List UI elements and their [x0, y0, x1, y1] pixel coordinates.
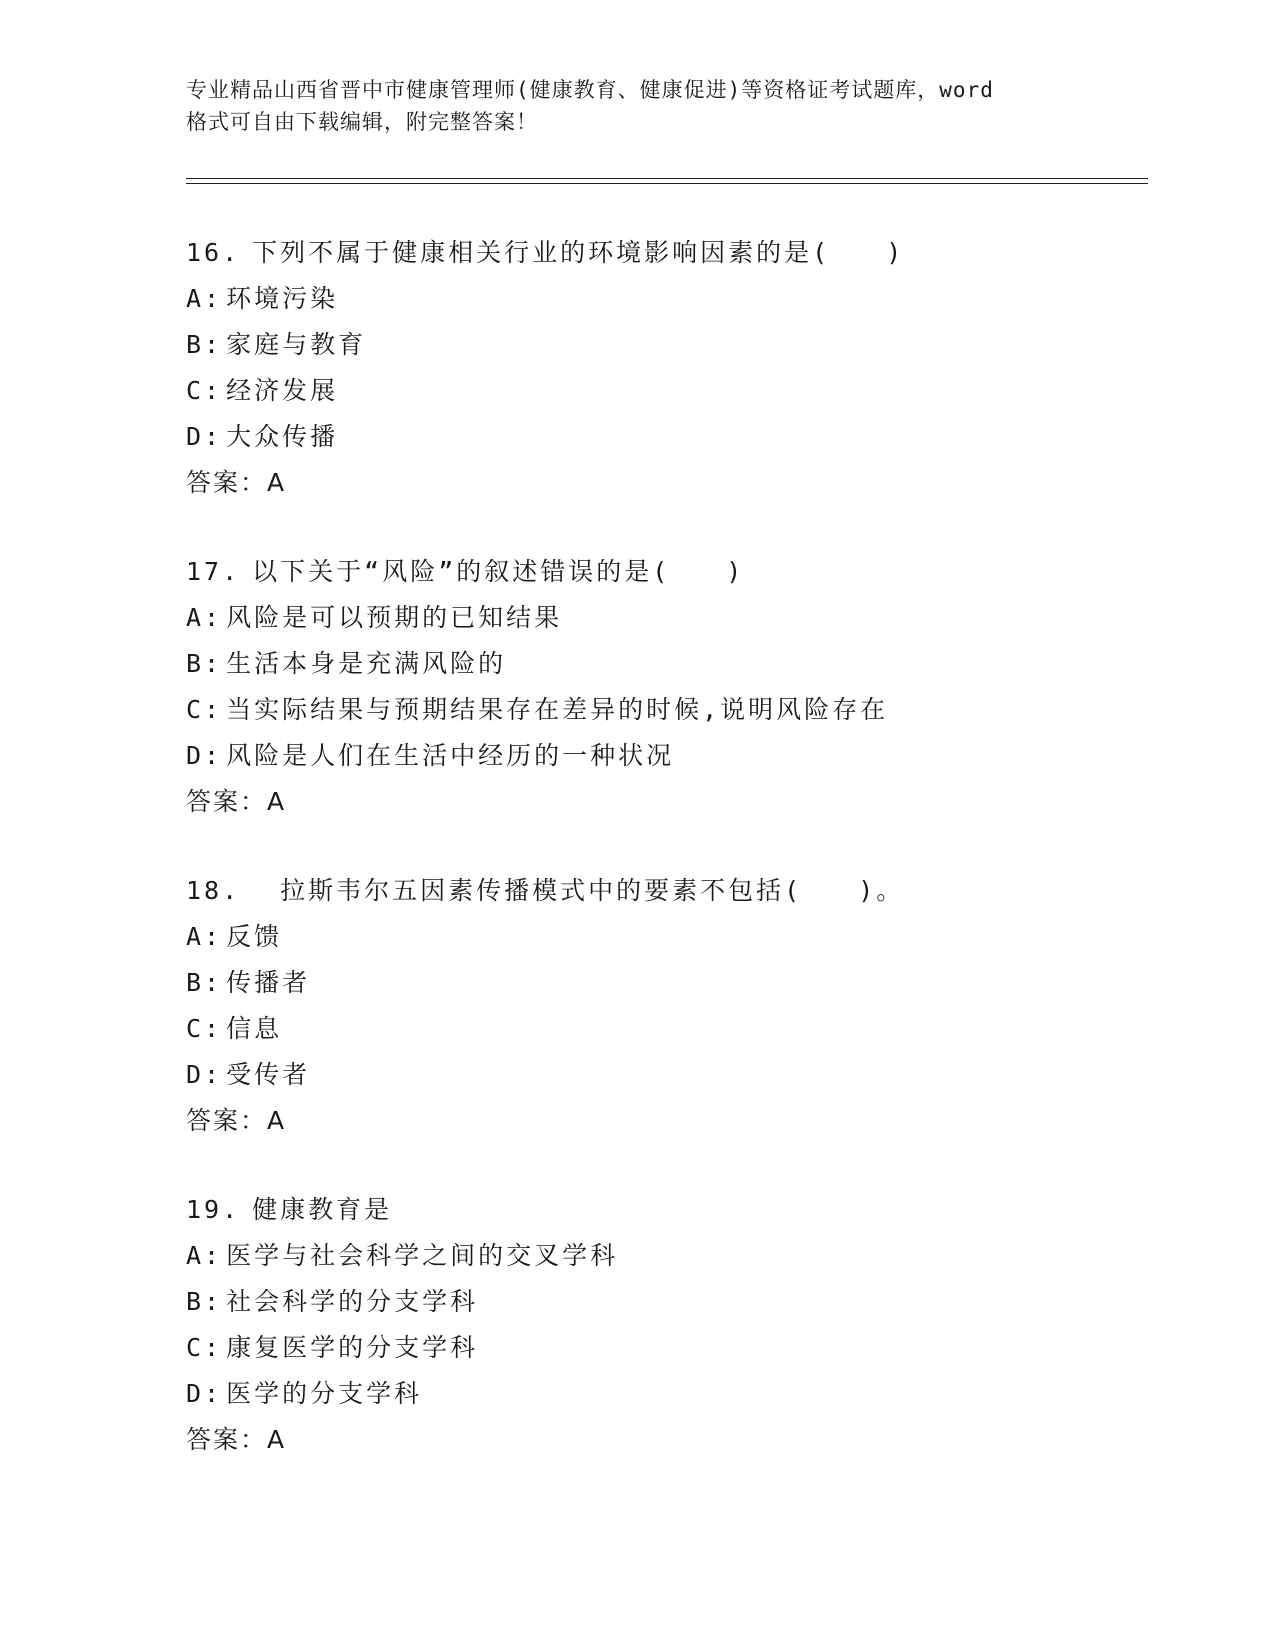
option-text: 风险是人们在生活中经历的一种状况	[226, 741, 675, 770]
option-a	[186, 595, 1146, 641]
question-number: 19.	[186, 1195, 241, 1224]
option-key: A:	[186, 284, 223, 313]
option-key: C:	[186, 695, 223, 724]
option-text: 风险是可以预期的已知结果	[226, 603, 563, 632]
option-d	[186, 414, 1146, 460]
option-key: B:	[186, 1287, 223, 1316]
option-d	[186, 1371, 1146, 1417]
option-text: 信息	[226, 1014, 283, 1043]
question-16	[186, 230, 1146, 506]
answer-label: 答案：	[186, 1106, 268, 1135]
option-b	[186, 960, 1146, 1006]
answer-line	[186, 779, 1146, 825]
option-c	[186, 1006, 1146, 1052]
option-text: 医学的分支学科	[226, 1379, 423, 1408]
question-text: 健康教育是	[252, 1195, 393, 1224]
question-text: 拉斯韦尔五因素传播模式中的要素不包括( )。	[252, 876, 905, 905]
option-text: 医学与社会科学之间的交叉学科	[226, 1241, 619, 1270]
option-text: 社会科学的分支学科	[226, 1287, 479, 1316]
document-header	[186, 74, 1086, 138]
header-line-2: 格式可自由下载编辑，附完整答案！	[186, 110, 538, 134]
answer-label: 答案：	[186, 1425, 268, 1454]
option-d	[186, 733, 1146, 779]
option-key: C:	[186, 376, 223, 405]
option-text: 反馈	[226, 922, 283, 951]
question-18	[186, 868, 1146, 1144]
option-a	[186, 914, 1146, 960]
option-a	[186, 276, 1146, 322]
option-c	[186, 1325, 1146, 1371]
question-19	[186, 1187, 1146, 1463]
question-number: 16.	[186, 238, 241, 267]
option-text: 环境污染	[226, 284, 339, 313]
option-a	[186, 1233, 1146, 1279]
option-b	[186, 322, 1146, 368]
header-divider-bottom	[186, 183, 1148, 184]
question-number: 18.	[186, 876, 241, 905]
answer-line	[186, 1417, 1146, 1463]
option-key: A:	[186, 603, 223, 632]
option-key: D:	[186, 1060, 223, 1089]
option-text: 大众传播	[226, 422, 339, 451]
option-text: 康复医学的分支学科	[226, 1333, 479, 1362]
option-d	[186, 1052, 1146, 1098]
question-text: 下列不属于健康相关行业的环境影响因素的是( )	[252, 238, 905, 267]
answer-value: A	[267, 1425, 285, 1454]
option-text: 当实际结果与预期结果存在差异的时候,说明风险存在	[226, 695, 889, 724]
option-text: 家庭与教育	[226, 330, 367, 359]
question-stem	[186, 1187, 1146, 1233]
option-key: C:	[186, 1014, 223, 1043]
option-b	[186, 641, 1146, 687]
option-key: B:	[186, 330, 223, 359]
answer-value: A	[267, 787, 285, 816]
option-key: A:	[186, 1241, 223, 1270]
header-divider-top	[186, 178, 1148, 179]
option-key: B:	[186, 968, 223, 997]
question-17	[186, 549, 1146, 825]
question-stem	[186, 230, 1146, 276]
answer-value: A	[267, 468, 285, 497]
answer-label: 答案：	[186, 787, 268, 816]
answer-label: 答案：	[186, 468, 268, 497]
option-text: 生活本身是充满风险的	[226, 649, 507, 678]
answer-line	[186, 1098, 1146, 1144]
option-c	[186, 368, 1146, 414]
answer-line	[186, 460, 1146, 506]
question-stem	[186, 549, 1146, 595]
option-b	[186, 1279, 1146, 1325]
option-text: 传播者	[226, 968, 311, 997]
option-key: D:	[186, 741, 223, 770]
header-line-1: 专业精品山西省晋中市健康管理师(健康教育、健康促进)等资格证考试题库，word	[186, 78, 994, 102]
question-number: 17.	[186, 557, 241, 586]
answer-value: A	[267, 1106, 285, 1135]
option-text: 经济发展	[226, 376, 339, 405]
option-c	[186, 687, 1146, 733]
option-key: A:	[186, 922, 223, 951]
option-key: B:	[186, 649, 223, 678]
option-text: 受传者	[226, 1060, 311, 1089]
option-key: D:	[186, 1379, 223, 1408]
option-key: C:	[186, 1333, 223, 1362]
question-text: 以下关于“风险”的叙述错误的是( )	[252, 557, 745, 586]
question-stem	[186, 868, 1146, 914]
option-key: D:	[186, 422, 223, 451]
